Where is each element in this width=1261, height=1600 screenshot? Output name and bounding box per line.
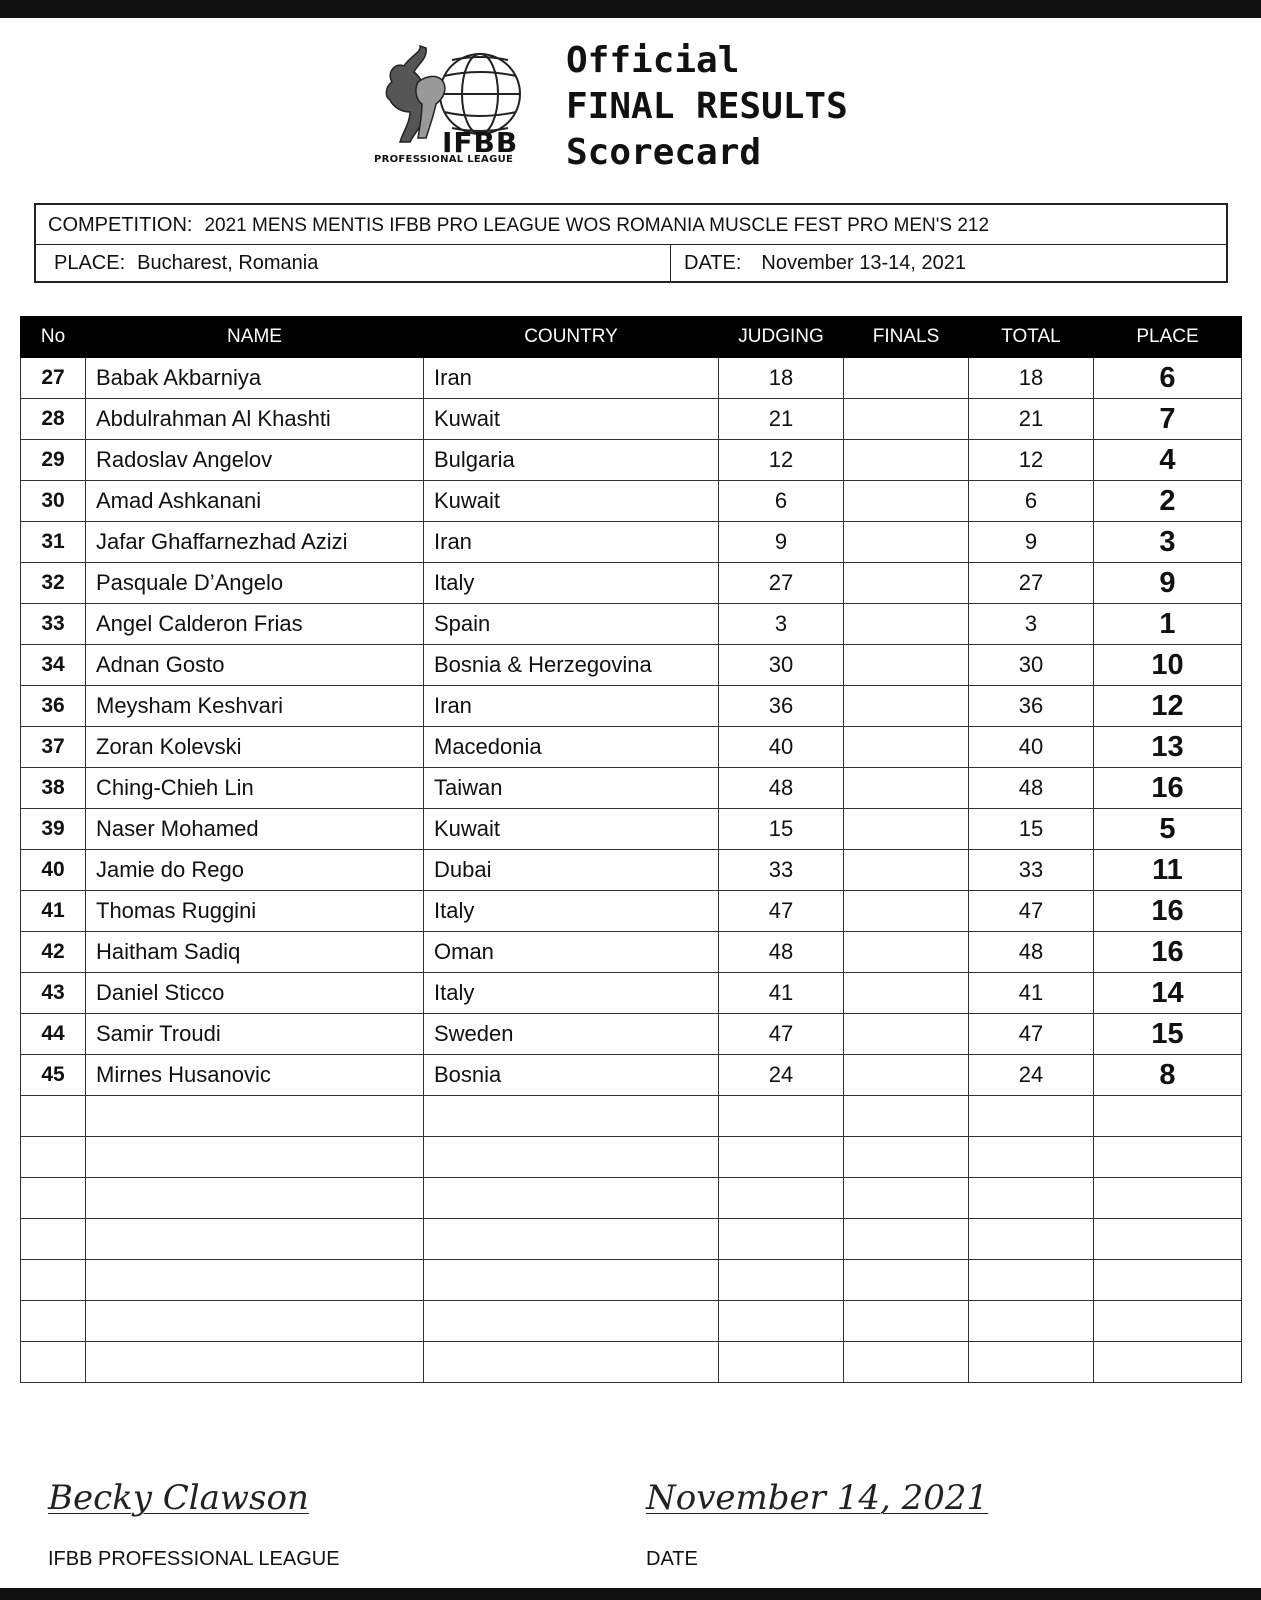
cell-name: Radoslav Angelov (86, 440, 424, 481)
cell-country (424, 1096, 719, 1137)
cell-finals (844, 1301, 969, 1342)
cell-total (969, 1219, 1094, 1260)
cell-finals (844, 973, 969, 1014)
results-table (20, 316, 1242, 1383)
cell-country: Italy (424, 891, 719, 932)
cell-finals (844, 891, 969, 932)
cell-judging: 27 (719, 563, 844, 604)
cell-no (21, 1342, 86, 1383)
cell-total: 21 (969, 399, 1094, 440)
cell-place: 4 (1094, 440, 1242, 481)
cell-name (86, 1096, 424, 1137)
cell-no: 44 (21, 1014, 86, 1055)
cell-place: 10 (1094, 645, 1242, 686)
cell-total: 30 (969, 645, 1094, 686)
info-divider (670, 245, 671, 283)
cell-no: 37 (21, 727, 86, 768)
cell-no (21, 1096, 86, 1137)
cell-finals (844, 686, 969, 727)
cell-country: Kuwait (424, 399, 719, 440)
cell-total: 24 (969, 1055, 1094, 1096)
cell-place: 16 (1094, 768, 1242, 809)
cell-country (424, 1178, 719, 1219)
cell-place: 16 (1094, 891, 1242, 932)
cell-finals (844, 932, 969, 973)
cell-country: Bosnia & Herzegovina (424, 645, 719, 686)
cell-place: 6 (1094, 358, 1242, 399)
table-row (21, 1260, 1242, 1301)
competition-value: 2021 MENS MENTIS IFBB PRO LEAGUE WOS ROMANIA MUSCLE FEST PRO MEN'S 212 (204, 215, 990, 236)
cell-no: 30 (21, 481, 86, 522)
cell-total: 15 (969, 809, 1094, 850)
cell-total: 27 (969, 563, 1094, 604)
organization-label: IFBB PROFESSIONAL LEAGUE (48, 1548, 340, 1570)
cell-no: 28 (21, 399, 86, 440)
cell-country (424, 1219, 719, 1260)
cell-judging: 47 (719, 1014, 844, 1055)
cell-total: 41 (969, 973, 1094, 1014)
table-row (21, 891, 1242, 932)
cell-judging (719, 1137, 844, 1178)
column-header-place: PLACE (1094, 317, 1242, 358)
cell-finals (844, 399, 969, 440)
cell-judging (719, 1178, 844, 1219)
cell-country (424, 1301, 719, 1342)
table-header-row (21, 317, 1242, 358)
column-header-total: TOTAL (969, 317, 1094, 358)
cell-name: Adnan Gosto (86, 645, 424, 686)
date-value: November 13-14, 2021 (761, 252, 966, 274)
cell-place (1094, 1137, 1242, 1178)
cell-total (969, 1137, 1094, 1178)
title-line-3: Scorecard (566, 132, 762, 173)
cell-judging: 48 (719, 932, 844, 973)
cell-judging: 48 (719, 768, 844, 809)
table-row (21, 768, 1242, 809)
table-row (21, 727, 1242, 768)
cell-no: 32 (21, 563, 86, 604)
cell-finals (844, 481, 969, 522)
table-row (21, 481, 1242, 522)
table-row (21, 1301, 1242, 1342)
cell-country: Italy (424, 563, 719, 604)
cell-total (969, 1301, 1094, 1342)
cell-judging: 9 (719, 522, 844, 563)
cell-place: 2 (1094, 481, 1242, 522)
cell-judging: 36 (719, 686, 844, 727)
cell-country: Italy (424, 973, 719, 1014)
table-row (21, 358, 1242, 399)
table-row (21, 850, 1242, 891)
document-title (566, 38, 926, 176)
cell-total (969, 1260, 1094, 1301)
cell-country: Iran (424, 686, 719, 727)
table-row (21, 1342, 1242, 1383)
cell-no: 43 (21, 973, 86, 1014)
cell-place: 12 (1094, 686, 1242, 727)
cell-place: 3 (1094, 522, 1242, 563)
cell-judging: 47 (719, 891, 844, 932)
results-table-body (21, 358, 1242, 1383)
column-header-no: No (21, 317, 86, 358)
cell-name (86, 1260, 424, 1301)
cell-place (1094, 1096, 1242, 1137)
cell-judging (719, 1342, 844, 1383)
cell-total: 36 (969, 686, 1094, 727)
logo-wordmark: IFBB (442, 126, 519, 159)
bottom-border-bar (0, 1588, 1261, 1600)
column-header-name: NAME (86, 317, 424, 358)
cell-country (424, 1260, 719, 1301)
competition-label: COMPETITION: (48, 214, 193, 236)
cell-judging (719, 1301, 844, 1342)
title-line-2: FINAL RESULTS (566, 86, 848, 127)
cell-name (86, 1342, 424, 1383)
cell-finals (844, 1178, 969, 1219)
cell-finals (844, 563, 969, 604)
cell-finals (844, 1014, 969, 1055)
cell-name: Zoran Kolevski (86, 727, 424, 768)
cell-judging: 3 (719, 604, 844, 645)
logo-subtitle: PROFESSIONAL LEAGUE (374, 154, 514, 165)
cell-finals (844, 1055, 969, 1096)
cell-name (86, 1137, 424, 1178)
table-row (21, 604, 1242, 645)
table-row (21, 932, 1242, 973)
signature: Becky Clawson (48, 1478, 309, 1518)
cell-total: 47 (969, 891, 1094, 932)
cell-place: 13 (1094, 727, 1242, 768)
cell-judging: 30 (719, 645, 844, 686)
competition-info-box (34, 203, 1228, 283)
table-row (21, 1137, 1242, 1178)
cell-finals (844, 809, 969, 850)
table-row (21, 1219, 1242, 1260)
competition-row (36, 205, 1226, 245)
cell-name: Samir Troudi (86, 1014, 424, 1055)
cell-country: Kuwait (424, 481, 719, 522)
cell-finals (844, 727, 969, 768)
cell-no: 40 (21, 850, 86, 891)
top-border-bar (0, 0, 1261, 18)
table-row (21, 440, 1242, 481)
cell-place (1094, 1342, 1242, 1383)
cell-place: 16 (1094, 932, 1242, 973)
cell-no: 31 (21, 522, 86, 563)
cell-name: Jamie do Rego (86, 850, 424, 891)
place-value: Bucharest, Romania (137, 252, 319, 274)
cell-place: 9 (1094, 563, 1242, 604)
cell-judging (719, 1219, 844, 1260)
cell-no: 36 (21, 686, 86, 727)
cell-finals (844, 850, 969, 891)
cell-no (21, 1219, 86, 1260)
cell-name: Mirnes Husanovic (86, 1055, 424, 1096)
date-caption: DATE (646, 1548, 698, 1570)
cell-no: 42 (21, 932, 86, 973)
table-row (21, 645, 1242, 686)
cell-total: 48 (969, 768, 1094, 809)
cell-judging: 21 (719, 399, 844, 440)
column-header-judging: JUDGING (719, 317, 844, 358)
table-row (21, 1055, 1242, 1096)
cell-place: 1 (1094, 604, 1242, 645)
table-row (21, 399, 1242, 440)
cell-no: 39 (21, 809, 86, 850)
cell-name: Naser Mohamed (86, 809, 424, 850)
cell-finals (844, 522, 969, 563)
cell-judging: 40 (719, 727, 844, 768)
cell-no: 38 (21, 768, 86, 809)
cell-judging (719, 1096, 844, 1137)
cell-no: 29 (21, 440, 86, 481)
cell-no: 45 (21, 1055, 86, 1096)
cell-no: 41 (21, 891, 86, 932)
cell-name (86, 1178, 424, 1219)
cell-finals (844, 1096, 969, 1137)
cell-total (969, 1096, 1094, 1137)
cell-place: 8 (1094, 1055, 1242, 1096)
cell-name: Daniel Sticco (86, 973, 424, 1014)
cell-name: Meysham Keshvari (86, 686, 424, 727)
cell-country: Oman (424, 932, 719, 973)
cell-finals (844, 1260, 969, 1301)
cell-total: 3 (969, 604, 1094, 645)
cell-country: Dubai (424, 850, 719, 891)
cell-name: Abdulrahman Al Khashti (86, 399, 424, 440)
cell-place: 15 (1094, 1014, 1242, 1055)
cell-finals (844, 604, 969, 645)
cell-finals (844, 440, 969, 481)
table-row (21, 686, 1242, 727)
cell-judging: 33 (719, 850, 844, 891)
date-label: DATE: (684, 252, 742, 274)
cell-judging: 41 (719, 973, 844, 1014)
cell-name: Ching-Chieh Lin (86, 768, 424, 809)
place-text (54, 252, 318, 275)
cell-no (21, 1301, 86, 1342)
cell-country: Macedonia (424, 727, 719, 768)
cell-name: Angel Calderon Frias (86, 604, 424, 645)
cell-no (21, 1260, 86, 1301)
cell-country: Kuwait (424, 809, 719, 850)
cell-country: Bosnia (424, 1055, 719, 1096)
cell-name: Haitham Sadiq (86, 932, 424, 973)
cell-total: 12 (969, 440, 1094, 481)
cell-total: 6 (969, 481, 1094, 522)
cell-finals (844, 358, 969, 399)
cell-name: Thomas Ruggini (86, 891, 424, 932)
cell-place: 11 (1094, 850, 1242, 891)
cell-finals (844, 768, 969, 809)
place-date-row (36, 245, 1226, 283)
cell-total (969, 1342, 1094, 1383)
cell-country: Sweden (424, 1014, 719, 1055)
cell-no: 27 (21, 358, 86, 399)
cell-name: Amad Ashkanani (86, 481, 424, 522)
cell-country (424, 1137, 719, 1178)
cell-judging: 12 (719, 440, 844, 481)
cell-judging: 15 (719, 809, 844, 850)
competition-text (48, 214, 989, 237)
cell-place: 7 (1094, 399, 1242, 440)
cell-place: 14 (1094, 973, 1242, 1014)
cell-total: 48 (969, 932, 1094, 973)
cell-total: 18 (969, 358, 1094, 399)
cell-name (86, 1219, 424, 1260)
table-row (21, 522, 1242, 563)
table-row (21, 1178, 1242, 1219)
table-row (21, 1014, 1242, 1055)
cell-place: 5 (1094, 809, 1242, 850)
cell-judging: 6 (719, 481, 844, 522)
cell-total (969, 1178, 1094, 1219)
signed-date: November 14, 2021 (646, 1478, 989, 1518)
cell-place (1094, 1260, 1242, 1301)
cell-country (424, 1342, 719, 1383)
column-header-finals: FINALS (844, 317, 969, 358)
cell-finals (844, 1137, 969, 1178)
cell-country: Iran (424, 358, 719, 399)
cell-total: 40 (969, 727, 1094, 768)
place-label: PLACE: (54, 252, 126, 274)
cell-country: Bulgaria (424, 440, 719, 481)
cell-total: 33 (969, 850, 1094, 891)
column-header-country: COUNTRY (424, 317, 719, 358)
cell-country: Spain (424, 604, 719, 645)
cell-country: Taiwan (424, 768, 719, 809)
cell-place (1094, 1219, 1242, 1260)
cell-name (86, 1301, 424, 1342)
cell-finals (844, 1219, 969, 1260)
table-row (21, 1096, 1242, 1137)
cell-no: 34 (21, 645, 86, 686)
cell-total: 47 (969, 1014, 1094, 1055)
cell-no: 33 (21, 604, 86, 645)
cell-no (21, 1178, 86, 1219)
table-row (21, 809, 1242, 850)
cell-place (1094, 1178, 1242, 1219)
cell-name: Pasquale D’Angelo (86, 563, 424, 604)
cell-judging (719, 1260, 844, 1301)
cell-finals (844, 645, 969, 686)
title-line-1: Official (566, 40, 740, 81)
cell-place (1094, 1301, 1242, 1342)
cell-total: 9 (969, 522, 1094, 563)
cell-name: Jafar Ghaffarnezhad Azizi (86, 522, 424, 563)
cell-country: Iran (424, 522, 719, 563)
table-row (21, 563, 1242, 604)
cell-name: Babak Akbarniya (86, 358, 424, 399)
cell-judging: 24 (719, 1055, 844, 1096)
cell-judging: 18 (719, 358, 844, 399)
date-text (684, 252, 966, 275)
cell-no (21, 1137, 86, 1178)
table-row (21, 973, 1242, 1014)
cell-finals (844, 1342, 969, 1383)
